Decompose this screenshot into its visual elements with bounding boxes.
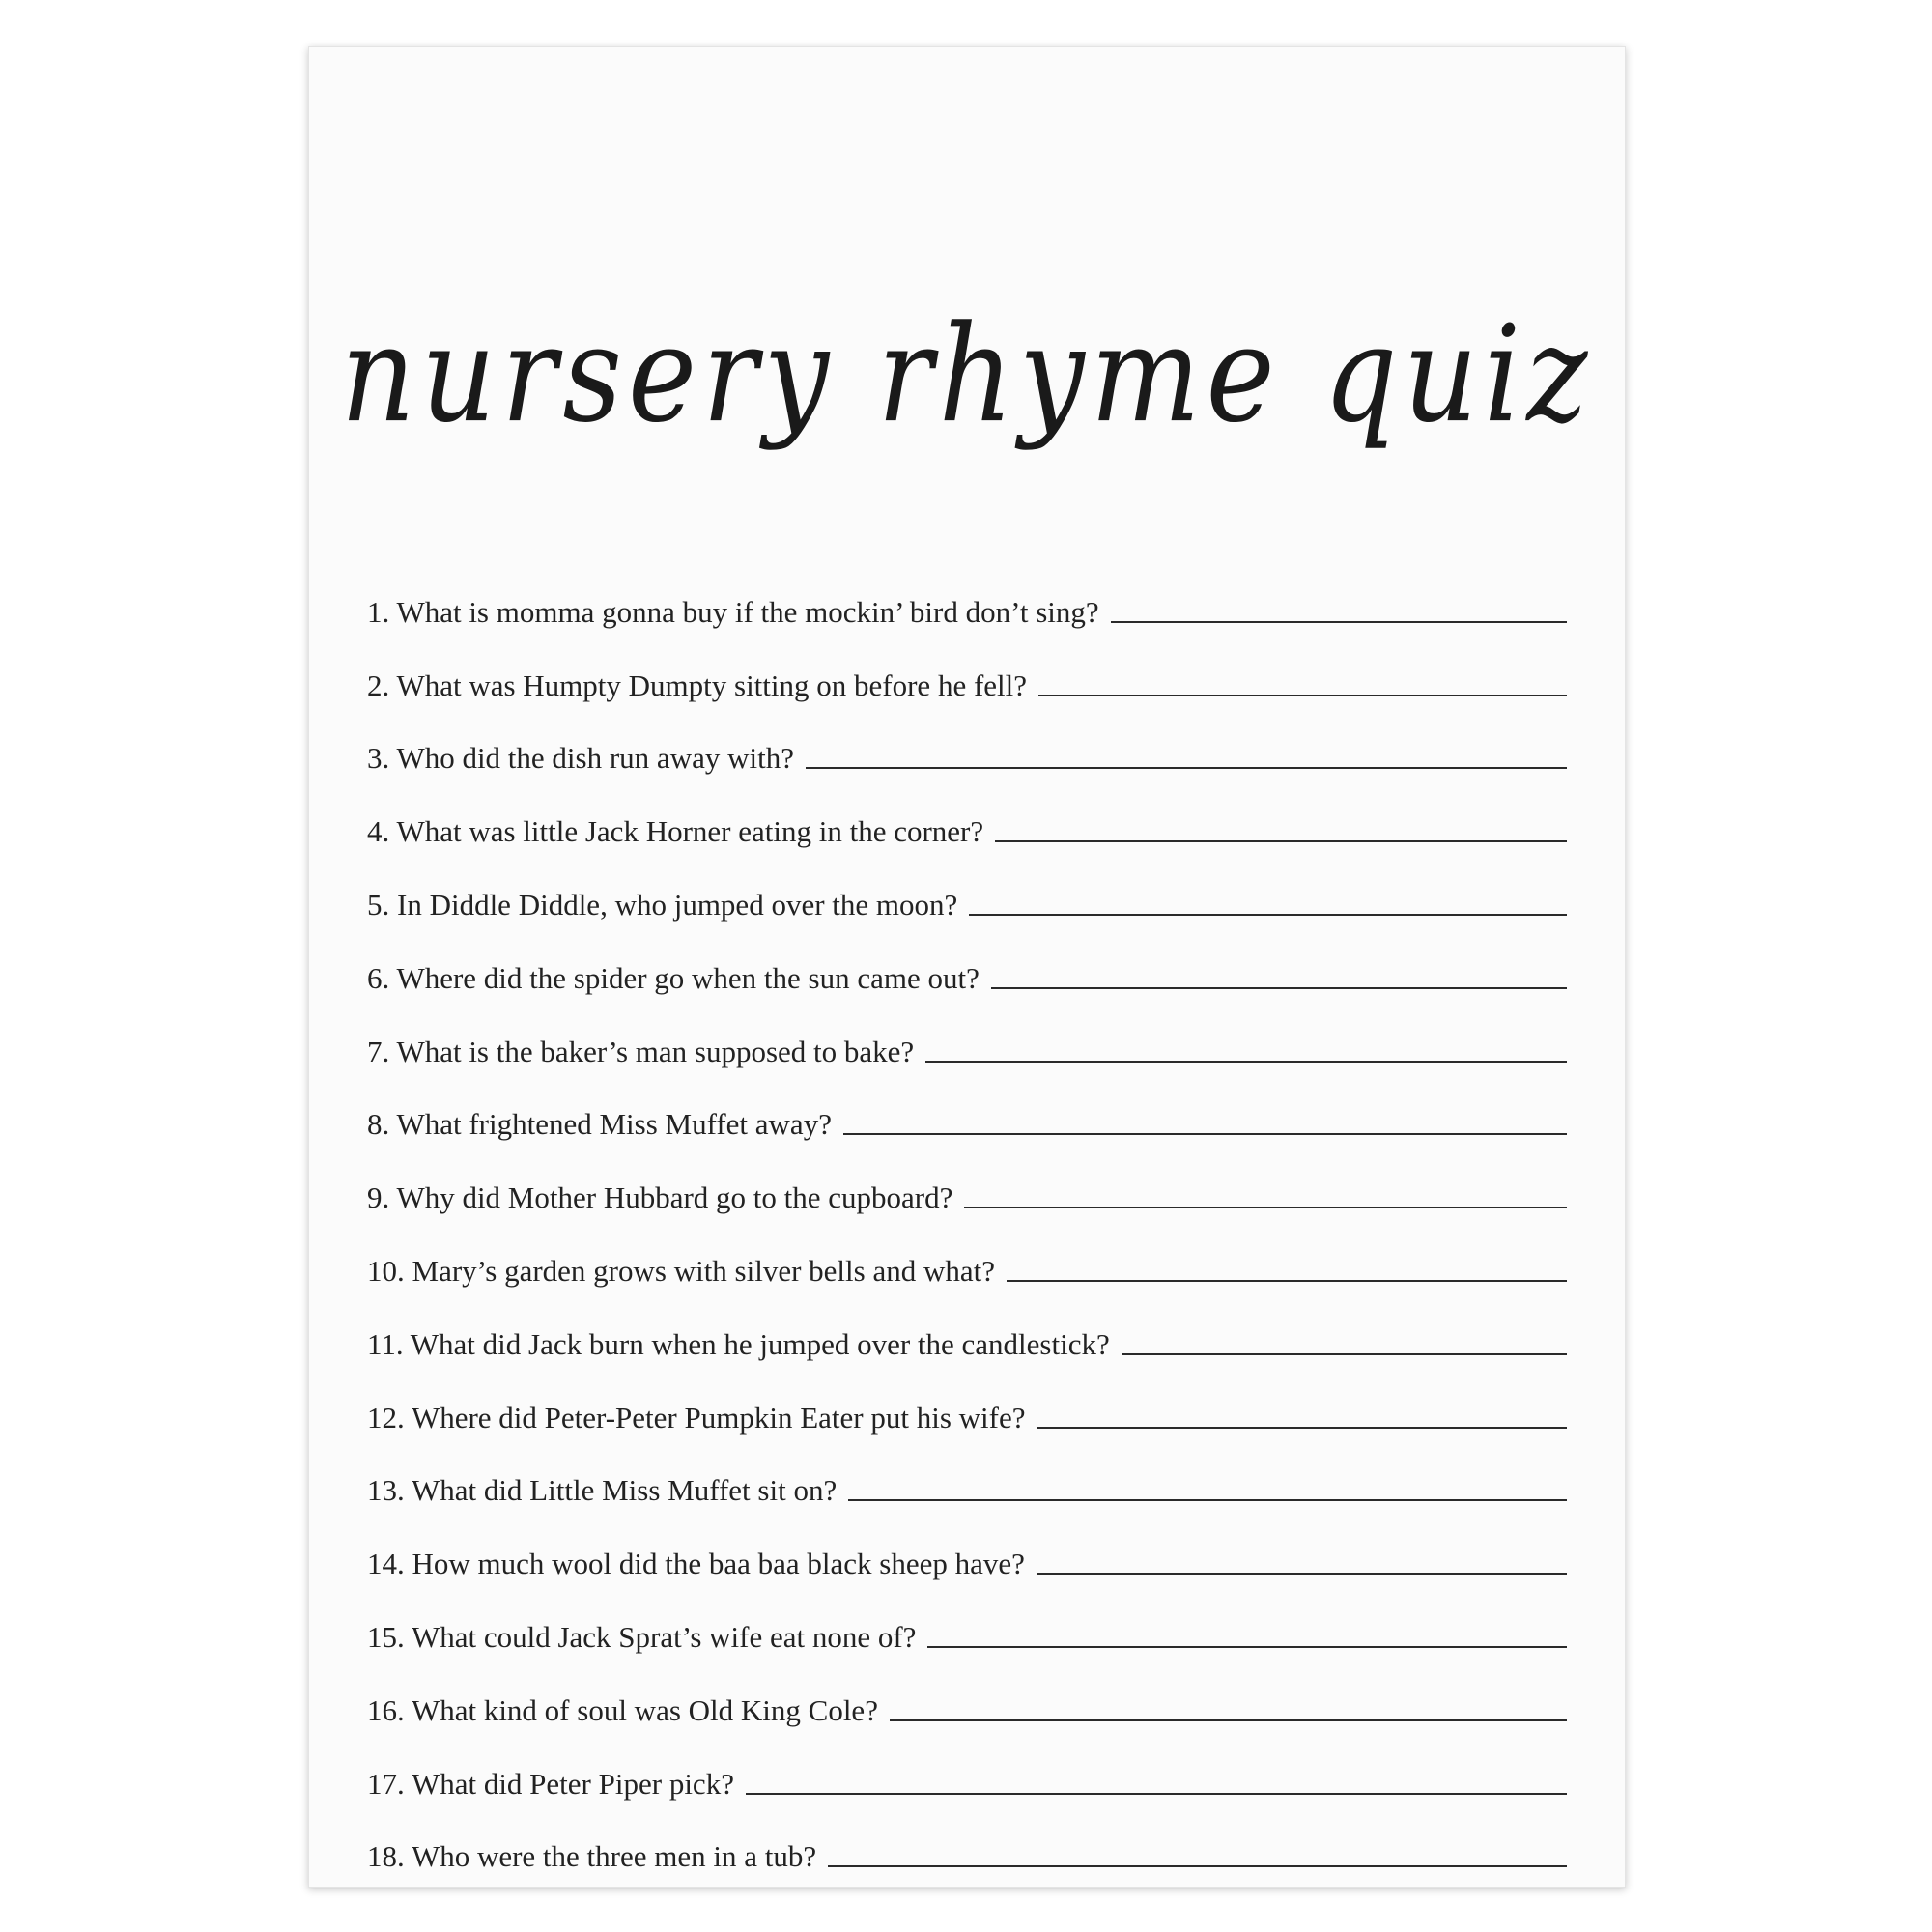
question-row	[367, 1290, 1567, 1363]
answer-line[interactable]	[1038, 695, 1567, 696]
question-row	[367, 777, 1567, 850]
question-row	[367, 1363, 1567, 1436]
question-text: 8. What frightened Miss Muffet away?	[367, 1107, 832, 1142]
question-text: 13. What did Little Miss Muffet sit on?	[367, 1473, 838, 1508]
question-text: 11. What did Jack burn when he jumped over the candlestick?	[367, 1326, 1110, 1361]
answer-line[interactable]	[1037, 1427, 1568, 1429]
question-text: 17. What did Peter Piper pick?	[367, 1766, 734, 1801]
answer-line[interactable]	[1037, 1573, 1567, 1575]
answer-line[interactable]	[848, 1499, 1567, 1501]
answer-line[interactable]	[964, 1207, 1567, 1208]
question-row	[367, 1803, 1567, 1876]
question-row	[367, 1509, 1567, 1582]
question-text: 15. What could Jack Sprat’s wife eat none of?	[367, 1619, 917, 1654]
question-row	[367, 1582, 1567, 1656]
quiz-title: nursery rhyme quiz	[340, 298, 1594, 453]
question-text: 14. How much wool did the baa baa black sheep have?	[367, 1547, 1025, 1581]
question-text: 1. What is momma gonna buy if the mockin’ bird don’t sing?	[367, 594, 1099, 629]
question-text: 2. What was Humpty Dumpty sitting on before he fell?	[367, 668, 1028, 702]
answer-line[interactable]	[828, 1865, 1567, 1867]
question-list	[367, 557, 1567, 1875]
answer-line[interactable]	[969, 914, 1567, 916]
answer-line[interactable]	[806, 767, 1567, 769]
question-text: 5. In Diddle Diddle, who jumped over the moon?	[367, 887, 958, 922]
question-text: 7. What is the baker’s man supposed to bake?	[367, 1034, 915, 1068]
question-text: 3. Who did the dish run away with?	[367, 741, 794, 776]
question-row	[367, 631, 1567, 704]
question-row	[367, 557, 1567, 631]
question-row	[367, 1436, 1567, 1510]
question-text: 18. Who were the three men in a tub?	[367, 1839, 817, 1874]
question-row	[367, 923, 1567, 997]
answer-line[interactable]	[746, 1793, 1567, 1795]
answer-line[interactable]	[991, 987, 1567, 989]
answer-line[interactable]	[1122, 1353, 1567, 1355]
question-row	[367, 1729, 1567, 1803]
answer-line[interactable]	[925, 1061, 1567, 1063]
question-row	[367, 704, 1567, 778]
question-text: 9. Why did Mother Hubbard go to the cupboard?	[367, 1180, 953, 1215]
question-text: 10. Mary’s garden grows with silver bells and what?	[367, 1253, 996, 1288]
question-row	[367, 1656, 1567, 1729]
answer-line[interactable]	[890, 1719, 1567, 1721]
answer-line[interactable]	[1111, 621, 1567, 623]
answer-line[interactable]	[1007, 1280, 1567, 1282]
question-text: 6. Where did the spider go when the sun came out?	[367, 960, 980, 995]
question-text: 4. What was little Jack Horner eating in the corner?	[367, 814, 984, 849]
question-row	[367, 1070, 1567, 1144]
quiz-card	[308, 46, 1626, 1888]
question-row	[367, 1216, 1567, 1290]
question-row	[367, 1143, 1567, 1216]
answer-line[interactable]	[927, 1646, 1567, 1648]
question-row	[367, 850, 1567, 923]
answer-line[interactable]	[843, 1133, 1567, 1135]
answer-line[interactable]	[995, 840, 1567, 842]
question-text: 12. Where did Peter-Peter Pumpkin Eater put his wife?	[367, 1400, 1026, 1435]
question-row	[367, 997, 1567, 1070]
question-text: 16. What kind of soul was Old King Cole?	[367, 1692, 878, 1727]
